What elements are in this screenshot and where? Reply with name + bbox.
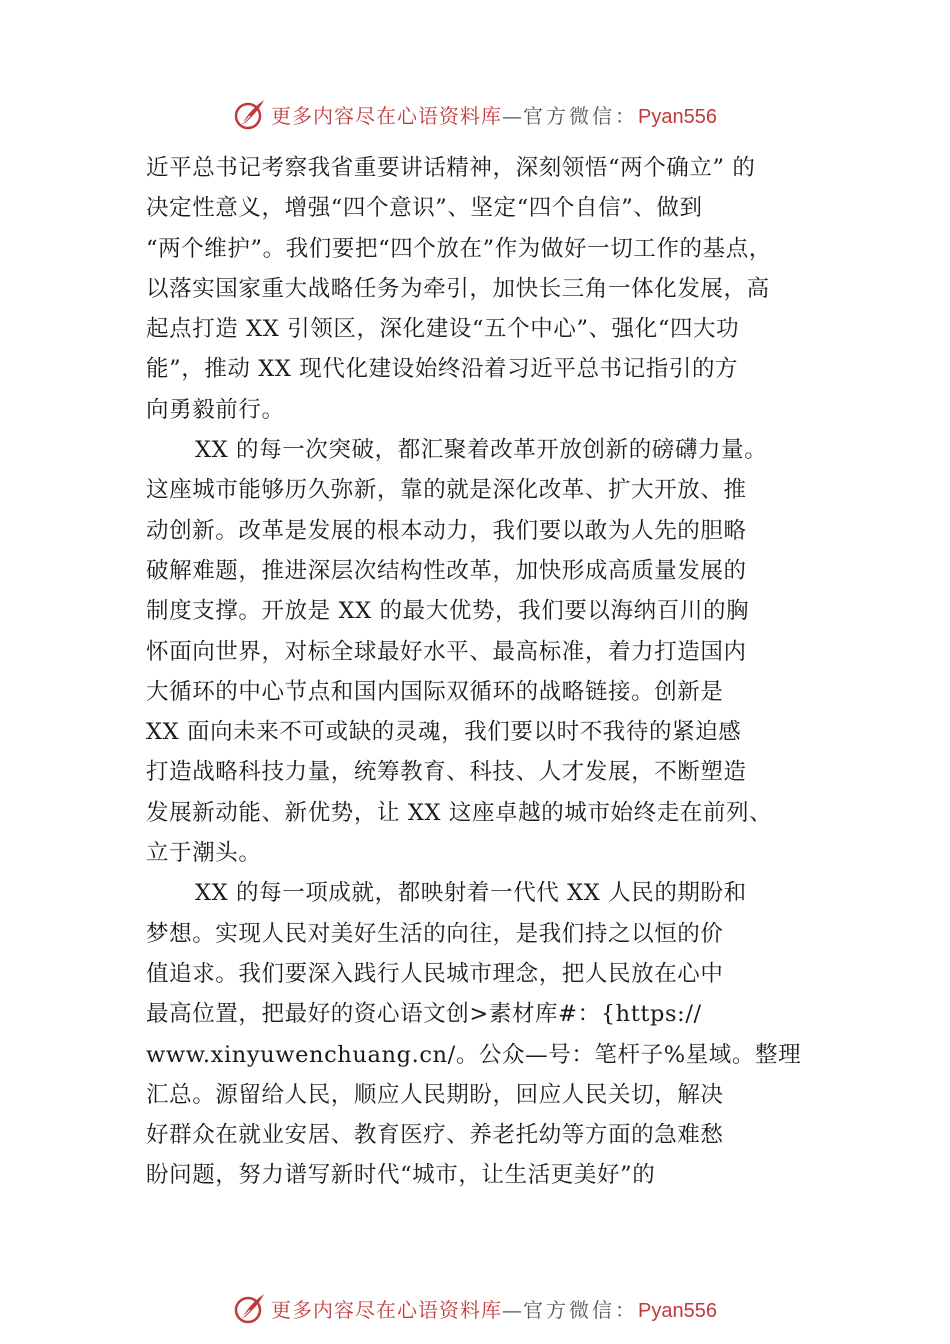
paragraph-start-line: XX 的每一项成就，都映射着一代代 XX 人民的期盼和: [195, 880, 747, 907]
footer-site-name: 更多内容尽在心语资料库: [271, 1297, 503, 1322]
footer-banner-inner: [233, 1291, 717, 1325]
footer-wechat-id: Pyan556: [638, 1299, 717, 1322]
text-line: 好群众在就业安居、教育医疗、养老托幼等方面的急难愁: [146, 1122, 724, 1149]
quill-logo-icon: [233, 1291, 267, 1325]
footer-text: [271, 1294, 717, 1323]
text-line: 发展新动能、新优势，让 XX 这座卓越的城市始终走在前列、: [146, 799, 773, 826]
text-line: 大循环的中心节点和国内国际双循环的战略链接。创新是: [146, 678, 724, 705]
text-line: 起点打造 XX 引领区，深化建设“五个中心”、强化“四大功: [146, 316, 740, 343]
text-line: 能”，推动 XX 现代化建设始终沿着习近平总书记指引的方: [146, 356, 739, 383]
text-line: 决定性意义，增强“四个意识”、坚定“四个自信”、做到: [146, 195, 703, 222]
text-line: 怀面向世界，对标全球最好水平、最高标准，着力打造国内: [146, 638, 747, 665]
text-line: 制度支撑。开放是 XX 的最大优势，我们要以海纳百川的胸: [146, 598, 750, 625]
header-banner: [0, 94, 950, 134]
text-line: 盼问题，努力谱写新时代“城市，让生活更美好”的: [146, 1162, 656, 1189]
text-line: 梦想。实现人民对美好生活的向往，是我们持之以恒的价: [146, 920, 724, 947]
footer-banner: [0, 1288, 950, 1328]
text-line: 最高位置，把最好的资心语文创>素材库#：{https://: [146, 1001, 702, 1028]
footer-separator: —: [502, 1297, 524, 1322]
text-line: 破解难题，推进深层次结构性改革，加快形成高质量发展的: [146, 557, 747, 584]
text-line: 值追求。我们要深入践行人民城市理念，把人民放在心中: [146, 960, 724, 987]
footer-wechat-label: 官方微信：: [523, 1297, 639, 1322]
header-separator: —: [502, 103, 524, 128]
text-line: 近平总书记考察我省重要讲话精神，深刻领悟“两个确立” 的: [146, 155, 756, 181]
text-line: 这座城市能够历久弥新，靠的就是深化改革、扩大开放、推: [146, 477, 747, 504]
text-line: 以落实国家重大战略任务为牵引，加快长三角一体化发展，高: [146, 275, 770, 302]
text-line: XX 面向未来不可或缺的灵魂，我们要以时不我待的紧迫感: [146, 719, 742, 746]
text-line: www.xinyuwenchuang.cn/。公众—号：笔杆子%星域。整理: [146, 1041, 802, 1068]
header-text: [271, 100, 717, 129]
header-wechat-label: 官方微信：: [523, 103, 639, 128]
header-site-name: 更多内容尽在心语资料库: [271, 103, 503, 128]
text-line: “两个维护”。我们要把“四个放在”作为做好一切工作的基点，: [146, 235, 772, 262]
header-banner-inner: [233, 97, 717, 131]
text-line: 向勇毅前行。: [146, 396, 285, 423]
quill-logo-icon: [233, 97, 267, 131]
document-body: [146, 148, 826, 1196]
text-line: 汇总。源留给人民，顺应人民期盼，回应人民关切，解决: [146, 1081, 724, 1108]
paragraph-start-line: XX 的每一次突破，都汇聚着改革开放创新的磅礴力量。: [195, 437, 768, 464]
text-line: 动创新。改革是发展的根本动力，我们要以敢为人先的胆略: [146, 517, 747, 544]
text-line: 打造战略科技力量，统筹教育、科技、人才发展，不断塑造: [146, 759, 747, 786]
header-wechat-id: Pyan556: [638, 105, 717, 128]
text-line: 立于潮头。: [146, 840, 262, 867]
